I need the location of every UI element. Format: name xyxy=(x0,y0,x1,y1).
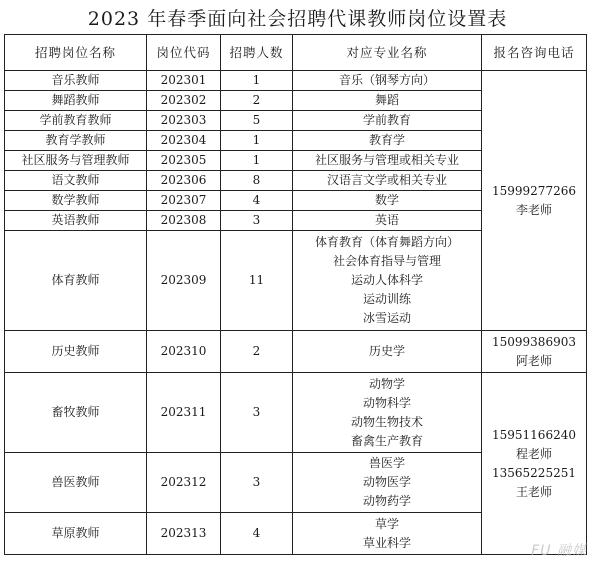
position-code-cell: 202302 xyxy=(147,91,221,111)
major-line: 运动人体科学 xyxy=(350,273,423,287)
major-line: 畜禽生产教育 xyxy=(350,433,423,448)
position-name-cell: 数学教师 xyxy=(5,191,147,211)
major-line: 社区服务与管理或相关专业 xyxy=(314,153,459,167)
position-code-cell: 202313 xyxy=(147,513,221,555)
position-code-cell: 202311 xyxy=(147,373,221,453)
headcount-cell: 8 xyxy=(221,171,293,191)
position-name-cell: 兽医教师 xyxy=(5,453,147,513)
headcount-cell: 2 xyxy=(221,331,293,373)
major-cell xyxy=(293,331,482,373)
page-title: 2023 年春季面向社会招聘代课教师岗位设置表 xyxy=(87,8,508,30)
major-line: 兽医学 xyxy=(368,456,405,470)
headcount-cell: 1 xyxy=(221,71,293,91)
contact-phone: 15951166240 xyxy=(492,427,576,442)
header-major: 对应专业名称 xyxy=(293,35,482,71)
position-code-cell: 202308 xyxy=(147,211,221,231)
major-cell xyxy=(293,191,482,211)
contact-phone: 13565225251 xyxy=(492,465,576,480)
watermark-logo: FU 融媒 xyxy=(531,543,587,559)
position-code-cell: 202301 xyxy=(147,71,221,91)
major-line: 舞蹈 xyxy=(374,93,399,107)
major-line: 体育教育（体育舞蹈方向） xyxy=(314,235,459,249)
position-name-cell: 教育学教师 xyxy=(5,131,147,151)
major-line: 运动训练 xyxy=(362,292,411,306)
position-code-cell: 202304 xyxy=(147,131,221,151)
position-code-cell: 202310 xyxy=(147,331,221,373)
position-name-cell: 舞蹈教师 xyxy=(5,91,147,111)
position-name-cell: 学前教育教师 xyxy=(5,111,147,131)
major-line: 历史学 xyxy=(368,344,405,358)
table-row xyxy=(5,373,587,453)
position-table xyxy=(4,34,587,555)
contact-cell xyxy=(482,373,587,555)
major-line: 动物医学 xyxy=(362,475,411,489)
major-line: 学前教育 xyxy=(362,113,411,127)
major-cell xyxy=(293,111,482,131)
position-name-cell: 语文教师 xyxy=(5,171,147,191)
headcount-cell: 11 xyxy=(221,231,293,331)
position-name-cell: 畜牧教师 xyxy=(5,373,147,453)
header-position-code: 岗位代码 xyxy=(147,35,221,71)
position-name-cell: 草原教师 xyxy=(5,513,147,555)
headcount-cell: 2 xyxy=(221,91,293,111)
major-cell xyxy=(293,513,482,555)
contact-person: 王老师 xyxy=(515,484,552,499)
major-line: 汉语言文学或相关专业 xyxy=(326,173,447,187)
table-row xyxy=(5,331,587,373)
contact-person: 程老师 xyxy=(515,446,552,461)
position-code-cell: 202309 xyxy=(147,231,221,331)
contact-phone: 15099386903 xyxy=(492,334,576,349)
position-code-cell: 202305 xyxy=(147,151,221,171)
header-position-name: 招聘岗位名称 xyxy=(5,35,147,71)
contact-cell xyxy=(482,331,587,373)
headcount-cell: 5 xyxy=(221,111,293,131)
contact-person: 李老师 xyxy=(515,202,552,217)
headcount-cell: 3 xyxy=(221,211,293,231)
major-line: 动物科学 xyxy=(362,395,411,410)
position-code-cell: 202312 xyxy=(147,453,221,513)
major-line: 社会体育指导与管理 xyxy=(332,254,441,268)
major-line: 动物药学 xyxy=(362,494,411,508)
headcount-cell: 3 xyxy=(221,453,293,513)
headcount-cell: 1 xyxy=(221,131,293,151)
headcount-cell: 4 xyxy=(221,191,293,211)
headcount-cell: 3 xyxy=(221,373,293,453)
contact-phone: 15999277266 xyxy=(492,183,576,198)
position-name-cell: 社区服务与管理教师 xyxy=(5,151,147,171)
major-line: 草业科学 xyxy=(362,535,411,550)
header-contact: 报名咨询电话 xyxy=(482,35,587,71)
header-headcount: 招聘人数 xyxy=(221,35,293,71)
table-header-row xyxy=(5,35,587,71)
major-cell xyxy=(293,71,482,91)
headcount-cell: 1 xyxy=(221,151,293,171)
major-cell xyxy=(293,211,482,231)
major-cell xyxy=(293,231,482,331)
major-line: 冰雪运动 xyxy=(362,311,411,325)
major-line: 教育学 xyxy=(368,133,405,147)
major-cell xyxy=(293,171,482,191)
major-cell xyxy=(293,453,482,513)
position-code-cell: 202306 xyxy=(147,171,221,191)
major-line: 英语 xyxy=(374,213,399,227)
table-row xyxy=(5,71,587,91)
position-name-cell: 历史教师 xyxy=(5,331,147,373)
position-name-cell: 英语教师 xyxy=(5,211,147,231)
contact-person: 阿老师 xyxy=(515,353,552,368)
major-line: 动物学 xyxy=(368,376,405,391)
major-line: 音乐（钢琴方向） xyxy=(338,73,435,87)
major-cell xyxy=(293,131,482,151)
contact-cell xyxy=(482,71,587,331)
major-line: 数学 xyxy=(374,193,399,207)
position-code-cell: 202303 xyxy=(147,111,221,131)
major-cell xyxy=(293,373,482,453)
position-name-cell: 音乐教师 xyxy=(5,71,147,91)
major-cell xyxy=(293,91,482,111)
headcount-cell: 4 xyxy=(221,513,293,555)
major-cell xyxy=(293,151,482,171)
position-code-cell: 202307 xyxy=(147,191,221,211)
major-line: 动物生物技术 xyxy=(350,414,423,429)
major-line: 草学 xyxy=(374,516,399,531)
position-name-cell: 体育教师 xyxy=(5,231,147,331)
